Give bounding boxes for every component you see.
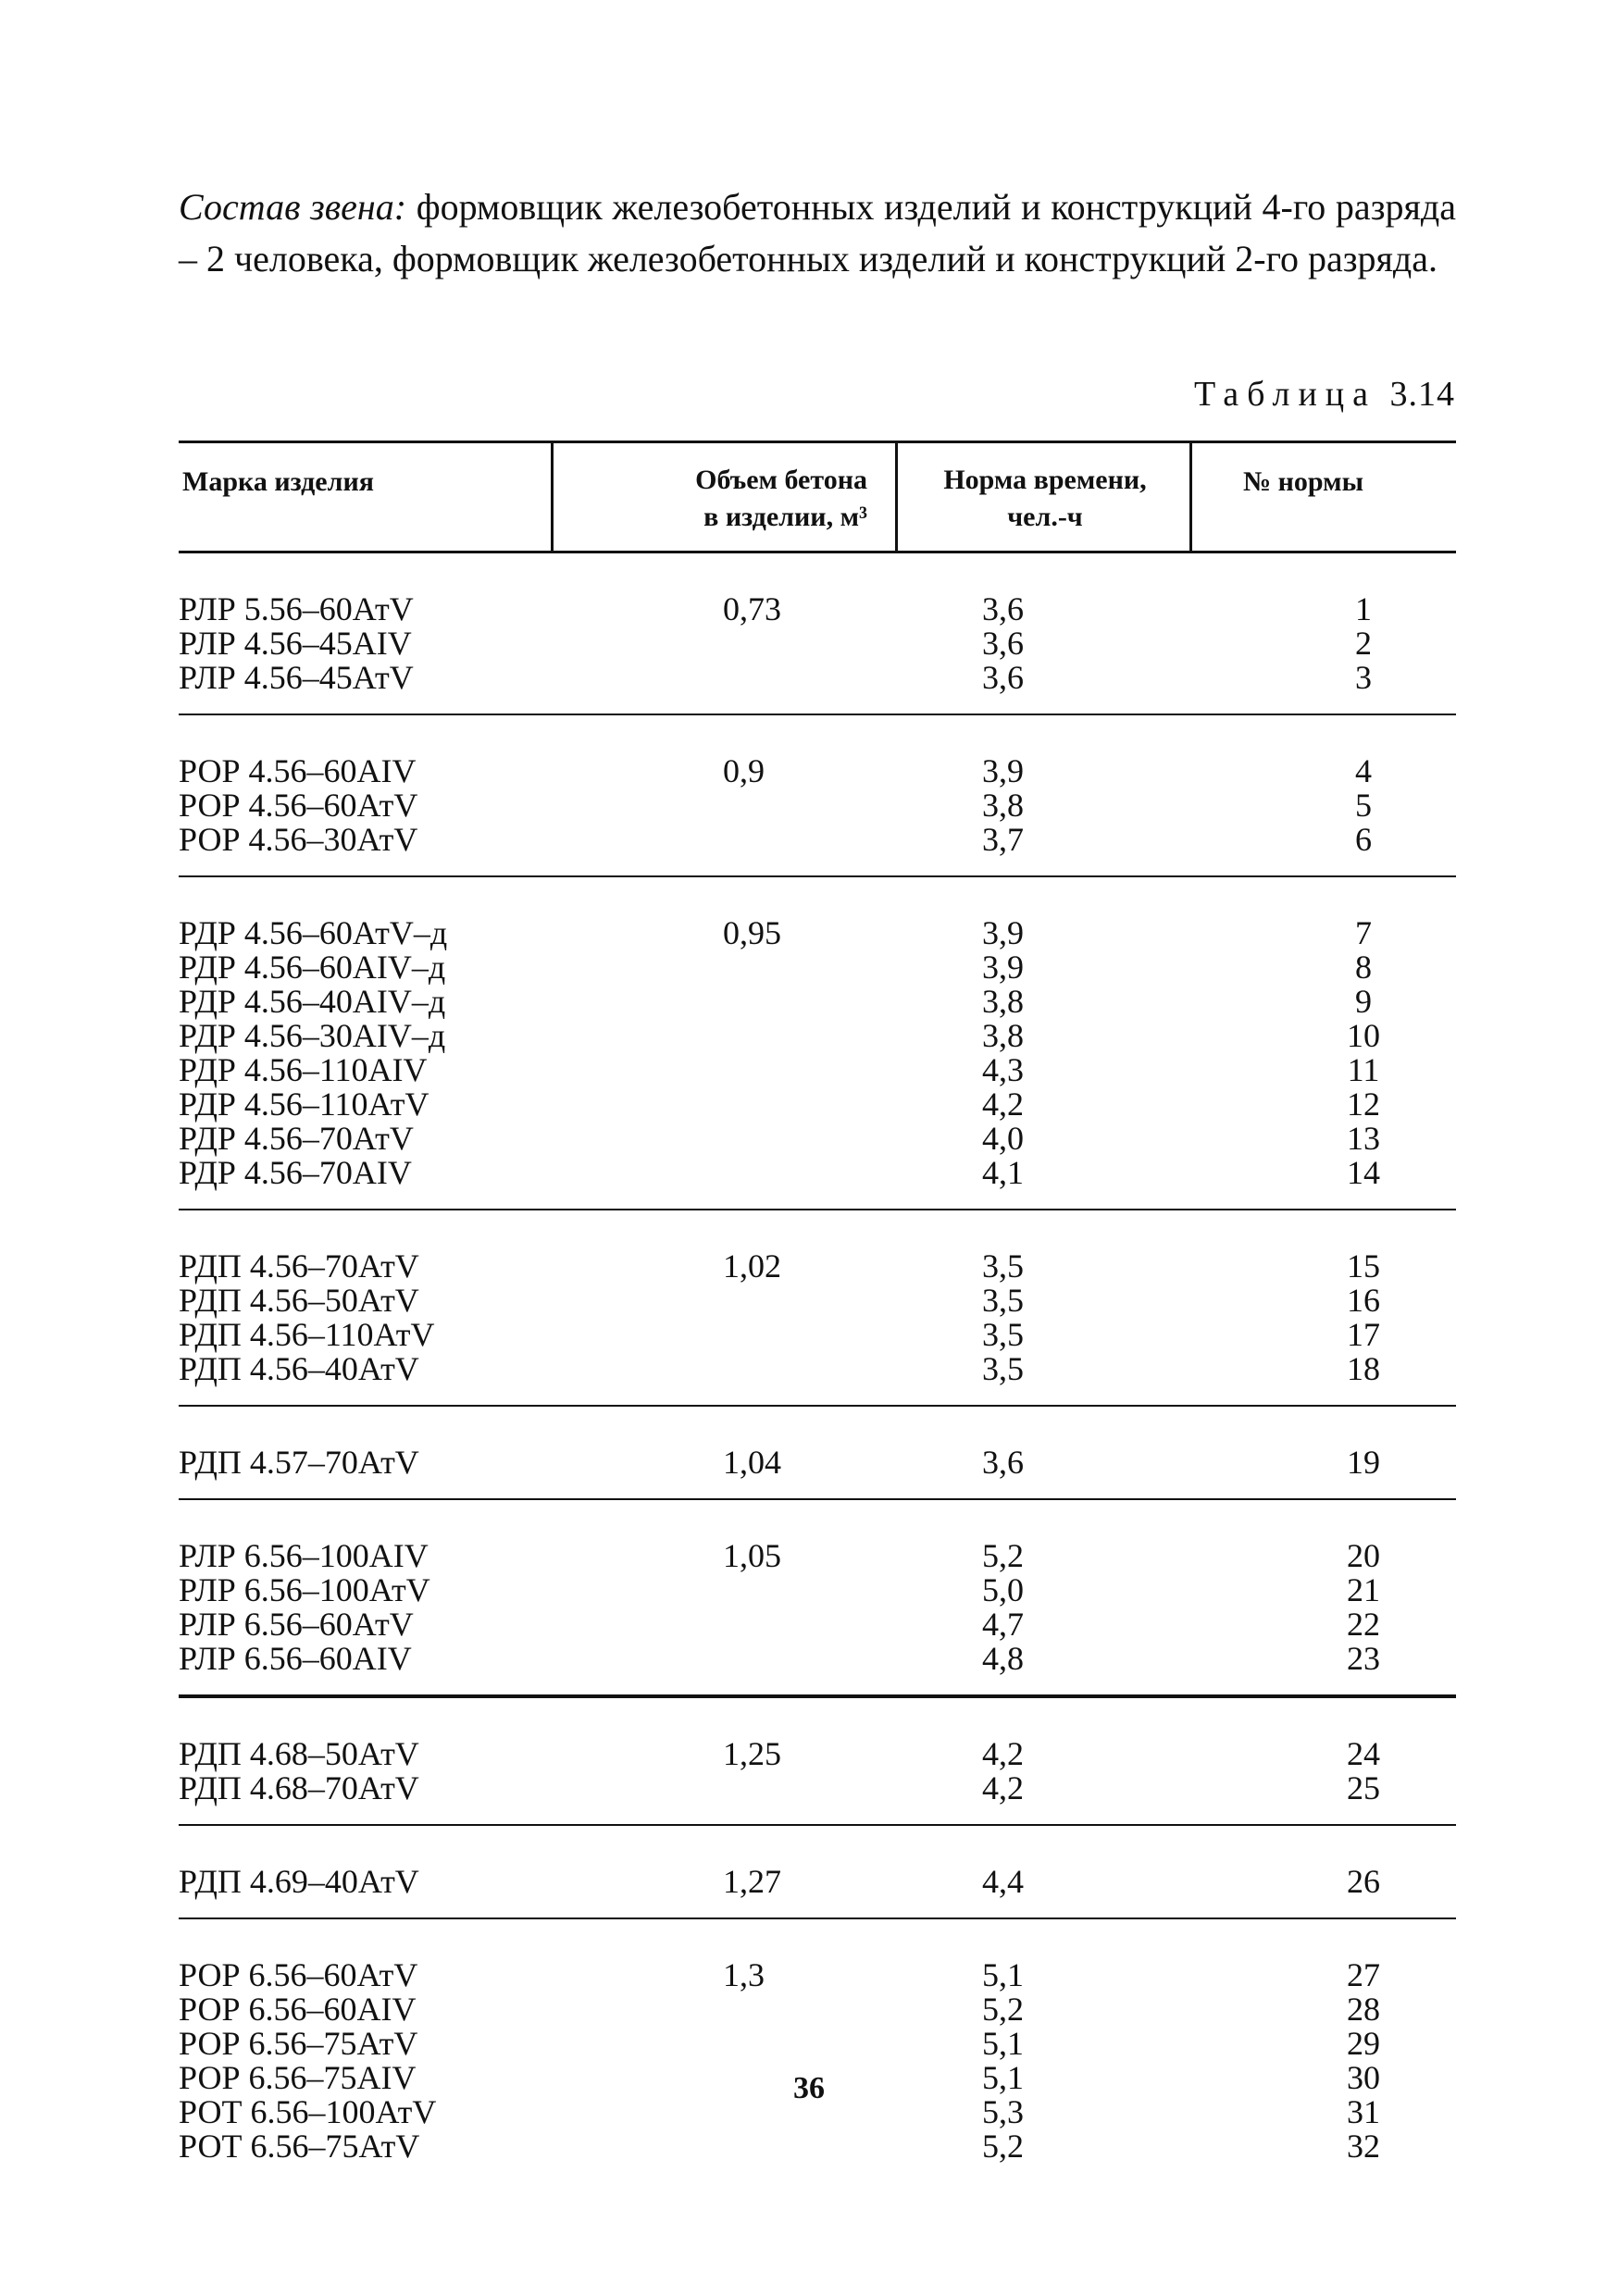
table-row xyxy=(179,1642,1456,1676)
concrete-volume: 1,3 xyxy=(723,1956,765,1993)
product-group xyxy=(179,1210,1456,1407)
concrete-volume: 0,9 xyxy=(723,752,765,789)
page-number: 36 xyxy=(793,2071,825,2105)
time-norm: 3,6 xyxy=(982,659,1024,696)
norm-number: 8 xyxy=(1355,949,1372,986)
product-mark: РЛР 4.56–45АIV xyxy=(179,625,412,662)
table-caption-word: Таблица xyxy=(1193,375,1376,414)
norm-number: 24 xyxy=(1347,1735,1380,1772)
time-norm: 3,8 xyxy=(982,787,1024,824)
time-norm: 4,4 xyxy=(982,1863,1024,1900)
product-group xyxy=(179,553,1456,715)
norm-number: 25 xyxy=(1347,1769,1380,1806)
time-norm: 5,0 xyxy=(982,1571,1024,1608)
norm-number: 19 xyxy=(1347,1444,1380,1481)
table-row xyxy=(179,823,1456,857)
concrete-volume: 1,25 xyxy=(723,1735,781,1772)
time-norm: 3,5 xyxy=(982,1247,1024,1285)
product-mark: РОР 6.56–60АтV xyxy=(179,1956,418,1993)
norm-number: 9 xyxy=(1355,983,1372,1020)
table-header xyxy=(179,441,1456,553)
table-row xyxy=(179,592,1456,627)
header-norm-line2: чел.-ч xyxy=(1007,502,1083,532)
norm-number: 31 xyxy=(1347,2093,1380,2130)
time-norm: 3,6 xyxy=(982,1444,1024,1481)
table-row xyxy=(179,916,1456,950)
product-mark: РОТ 6.56–75АтV xyxy=(179,2128,420,2165)
product-group xyxy=(179,1407,1456,1500)
table-row xyxy=(179,1249,1456,1284)
table-row xyxy=(179,2027,1456,2061)
table-caption xyxy=(1194,374,1455,415)
table-row xyxy=(179,1318,1456,1352)
norm-number: 14 xyxy=(1347,1154,1380,1191)
header-norm xyxy=(901,462,1189,536)
product-mark: РДП 4.56–50АтV xyxy=(179,1282,419,1319)
norm-number: 17 xyxy=(1347,1316,1380,1353)
table-row xyxy=(179,1992,1456,2027)
table-row xyxy=(179,788,1456,823)
product-group xyxy=(179,1698,1456,1826)
table-row xyxy=(179,1573,1456,1607)
product-mark: РЛР 5.56–60АтV xyxy=(179,590,414,627)
norm-number: 26 xyxy=(1347,1863,1380,1900)
concrete-volume: 1,02 xyxy=(723,1247,781,1285)
time-norm: 3,8 xyxy=(982,1017,1024,1054)
table-row xyxy=(179,1771,1456,1806)
table-row xyxy=(179,1958,1456,1992)
product-mark: РДП 4.57–70АтV xyxy=(179,1444,419,1481)
product-mark: РОР 4.56–60АIV xyxy=(179,752,417,789)
time-norm: 3,7 xyxy=(982,821,1024,858)
time-norm: 5,1 xyxy=(982,1956,1024,1993)
product-mark: РОТ 6.56–100АтV xyxy=(179,2093,437,2130)
time-norm: 4,2 xyxy=(982,1769,1024,1806)
norm-number: 27 xyxy=(1347,1956,1380,1993)
time-norm: 5,2 xyxy=(982,1537,1024,1574)
crew-composition-paragraph xyxy=(179,181,1456,285)
concrete-volume: 1,04 xyxy=(723,1444,781,1481)
norm-number: 30 xyxy=(1347,2059,1380,2096)
norm-number: 10 xyxy=(1347,1017,1380,1054)
product-mark: РДР 4.56–110АIV xyxy=(179,1051,428,1088)
table-row xyxy=(179,1019,1456,1053)
product-mark: РДР 4.56–70АIV xyxy=(179,1154,412,1191)
concrete-volume: 1,27 xyxy=(723,1863,781,1900)
product-mark: РОР 6.56–75АтV xyxy=(179,2025,418,2062)
table-row xyxy=(179,627,1456,661)
concrete-volume: 0,95 xyxy=(723,914,781,951)
table-body xyxy=(179,553,1456,2182)
time-norm: 3,5 xyxy=(982,1282,1024,1319)
header-norm-line1: Норма времени, xyxy=(943,465,1147,495)
product-group xyxy=(179,877,1456,1210)
product-mark: РЛР 6.56–60АIV xyxy=(179,1640,412,1677)
concrete-volume: 0,73 xyxy=(723,590,781,627)
time-norm: 4,2 xyxy=(982,1086,1024,1123)
time-norm: 4,7 xyxy=(982,1606,1024,1643)
time-norm: 3,9 xyxy=(982,914,1024,951)
time-norm: 5,3 xyxy=(982,2093,1024,2130)
norm-number: 11 xyxy=(1347,1051,1380,1088)
product-mark: РДР 4.56–110АтV xyxy=(179,1086,429,1123)
time-norm: 3,5 xyxy=(982,1316,1024,1353)
norm-number: 15 xyxy=(1347,1247,1380,1285)
time-norm: 3,9 xyxy=(982,949,1024,986)
product-mark: РЛР 4.56–45АтV xyxy=(179,659,414,696)
time-norm: 5,1 xyxy=(982,2059,1024,2096)
product-mark: РДП 4.69–40АтV xyxy=(179,1863,419,1900)
product-mark: РДР 4.56–60АIV–д xyxy=(179,949,446,986)
header-volume xyxy=(549,462,867,536)
norm-number: 6 xyxy=(1355,821,1372,858)
time-norm: 3,8 xyxy=(982,983,1024,1020)
product-mark: РДР 4.56–70АтV xyxy=(179,1120,414,1157)
norm-number: 7 xyxy=(1355,914,1372,951)
norm-number: 3 xyxy=(1355,659,1372,696)
product-mark: РОР 6.56–60АIV xyxy=(179,1991,417,2028)
time-norm: 3,9 xyxy=(982,752,1024,789)
product-group xyxy=(179,1500,1456,1698)
table-row xyxy=(179,985,1456,1019)
product-group xyxy=(179,1826,1456,1919)
product-mark: РОР 6.56–75АIV xyxy=(179,2059,417,2096)
product-mark: РОР 4.56–30АтV xyxy=(179,821,418,858)
table-row xyxy=(179,661,1456,695)
product-mark: РДП 4.56–70АтV xyxy=(179,1247,419,1285)
table-row xyxy=(179,1737,1456,1771)
norm-number: 16 xyxy=(1347,1282,1380,1319)
crew-composition-label: Состав звена: xyxy=(179,186,407,228)
table-row xyxy=(179,2129,1456,2164)
time-norm: 5,1 xyxy=(982,2025,1024,2062)
product-mark: РЛР 6.56–100АIV xyxy=(179,1537,429,1574)
table-row xyxy=(179,1607,1456,1642)
product-group xyxy=(179,1919,1456,2182)
product-mark: РЛР 6.56–60АтV xyxy=(179,1606,414,1643)
time-norm: 4,2 xyxy=(982,1735,1024,1772)
time-norm: 4,3 xyxy=(982,1051,1024,1088)
time-norm: 4,0 xyxy=(982,1120,1024,1157)
header-mark: Марка изделия xyxy=(182,466,374,497)
norms-table xyxy=(179,441,1456,2182)
time-norm: 3,6 xyxy=(982,590,1024,627)
product-mark: РДР 4.56–40АIV–д xyxy=(179,983,446,1020)
table-caption-number: 3.14 xyxy=(1389,375,1455,414)
table-row xyxy=(179,754,1456,788)
table-row xyxy=(179,1087,1456,1122)
norm-number: 5 xyxy=(1355,787,1372,824)
norm-number: 22 xyxy=(1347,1606,1380,1643)
norm-number: 13 xyxy=(1347,1120,1380,1157)
concrete-volume: 1,05 xyxy=(723,1537,781,1574)
table-row xyxy=(179,1352,1456,1386)
table-row xyxy=(179,1539,1456,1573)
crew-composition-text: формовщик железобетонных изделий и конструкций 4-го разряда – 2 человека, формовщик железобетонных изделий и конструкций 2-го разряда. xyxy=(179,186,1456,279)
norm-number: 18 xyxy=(1347,1350,1380,1387)
product-mark: РДП 4.56–110АтV xyxy=(179,1316,435,1353)
product-mark: РДР 4.56–30АIV–д xyxy=(179,1017,446,1054)
norm-number: 4 xyxy=(1355,752,1372,789)
product-group xyxy=(179,715,1456,877)
table-row xyxy=(179,1446,1456,1480)
time-norm: 3,6 xyxy=(982,625,1024,662)
time-norm: 5,2 xyxy=(982,1991,1024,2028)
table-row xyxy=(179,1156,1456,1190)
header-volume-line1: Объем бетона xyxy=(695,465,867,495)
time-norm: 3,5 xyxy=(982,1350,1024,1387)
time-norm: 4,8 xyxy=(982,1640,1024,1677)
norm-number: 32 xyxy=(1347,2128,1380,2165)
table-row xyxy=(179,950,1456,985)
product-mark: РОР 4.56–60АтV xyxy=(179,787,418,824)
product-mark: РЛР 6.56–100АтV xyxy=(179,1571,430,1608)
table-row xyxy=(179,1284,1456,1318)
norm-number: 23 xyxy=(1347,1640,1380,1677)
table-row xyxy=(179,1122,1456,1156)
norm-number: 21 xyxy=(1347,1571,1380,1608)
product-mark: РДП 4.68–50АтV xyxy=(179,1735,419,1772)
header-volume-line2: в изделии, м³ xyxy=(703,502,867,532)
table-row xyxy=(179,1865,1456,1899)
product-mark: РДП 4.56–40АтV xyxy=(179,1350,419,1387)
norm-number: 29 xyxy=(1347,2025,1380,2062)
norm-number: 12 xyxy=(1347,1086,1380,1123)
product-mark: РДР 4.56–60АтV–д xyxy=(179,914,448,951)
time-norm: 4,1 xyxy=(982,1154,1024,1191)
header-number: № нормы xyxy=(1242,466,1364,497)
product-mark: РДП 4.68–70АтV xyxy=(179,1769,419,1806)
norm-number: 2 xyxy=(1355,625,1372,662)
table-row xyxy=(179,1053,1456,1087)
header-divider xyxy=(895,443,898,551)
norm-number: 1 xyxy=(1355,590,1372,627)
norm-number: 28 xyxy=(1347,1991,1380,2028)
norm-number: 20 xyxy=(1347,1537,1380,1574)
time-norm: 5,2 xyxy=(982,2128,1024,2165)
